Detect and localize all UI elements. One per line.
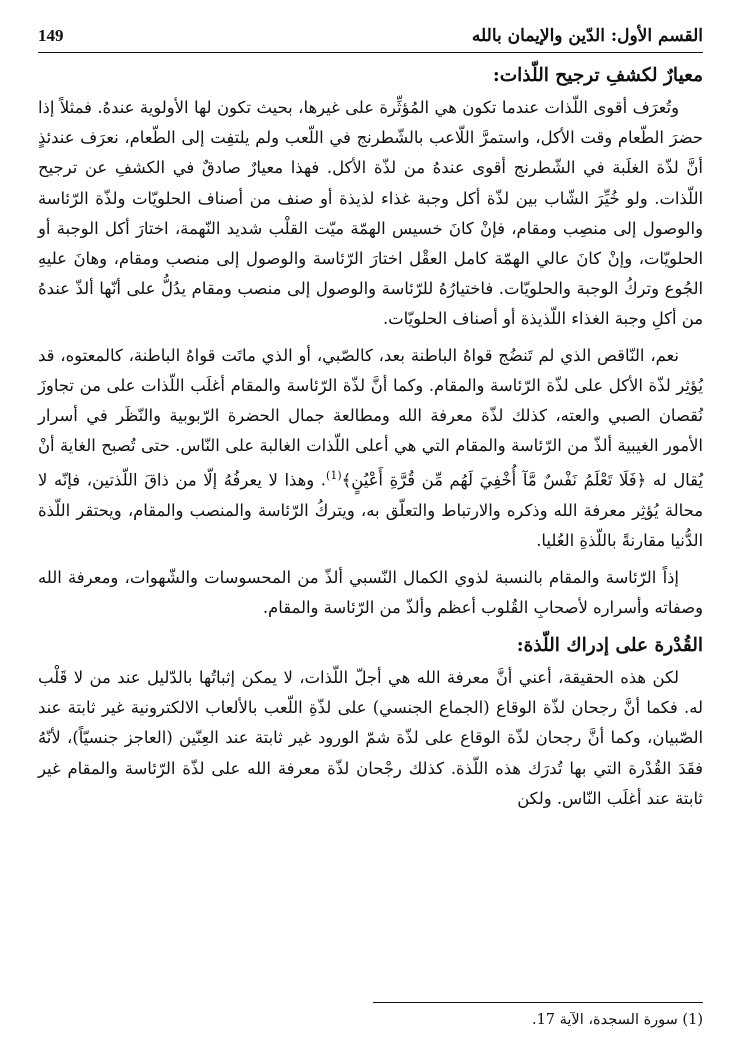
page-header xyxy=(38,26,703,53)
paragraph-2-continuation: . وهذا لا يعرفُهُ إلّا من ذاقَ اللّذتين، فإنّه لا محالة يُؤثِر معرفة الله وذكره والارتباط والتعلّق به، ويتركُ الرّئاسة والمنصب والمقام، ويحتقر اللّذة الدُّنيا مقارنةً باللّذةِ العُليا. xyxy=(38,470,703,551)
paragraph-1: وتُعرَف أقوى اللّذات عندما تكون هي المُؤثِّرة على غيرها، بحيث تكون لها الأولوية عندهُ. فمثلاً إذا حضرَ الطّعام وقت الأكل، واستمرَّ اللّاعب بالشّطرنج في اللّعب ولم يلتفِت إلى الطّعام، نعرَف عندئذٍ أنَّ لذّة الغلَبة في الشّطرنج أقوى عندهُ من لذّة الأكل. فهذا معيارٌ صادقٌ في الكشفِ عن ترجيح اللّذات. ولو خُيِّرَ الشّاب بين لذّة أكل وجبة غذاء لذيذة أو صنف من أصناف الحلويّات ولذّة الرّئاسة والوصول إلى منصِب ومقام، فإنْ كانَ خسيس الهمّة ميّت القلْب شديد النّهمة، اختارَ أكل الوجبة أو الحلويّات، وإنْ كانَ عالي الهمّة كامل العقْل اختارَ الرّئاسة والوصول إلى منصب ومقام، وهانَ عليهِ الجُوع وتركُ الوجبة والحلويّات. فاختيارُهُ للرّئاسة والوصول إلى منصب ومقام يدُلُّ على أنّها ألذّ عندهُ من أكلِ وجبة الغذاء اللّذيذة أو أصناف الحلويّات. xyxy=(38,98,703,329)
footnote: (1) سورة السجدة، الآية 17. xyxy=(531,1012,703,1028)
section-heading-2: القُدْرة على إدراك اللّذة: xyxy=(516,634,703,656)
running-title: القسم الأول: الدّين والإيمان بالله xyxy=(471,26,703,46)
footnote-divider xyxy=(373,1002,703,1003)
paragraph-2 xyxy=(38,341,703,557)
paragraph-3: إذاً الرّئاسة والمقام بالنسبة لذوي الكمال النّسبي ألذّ من المحسوسات والشّهوات، ومعرفة الله وصفاته وأسراره لأصحابِ القُلوب أعظم وألذّ من الرّئاسة والمقام. xyxy=(38,567,703,617)
section-heading-1: معيارٌ لكشفِ ترجيح اللّذات: xyxy=(492,65,703,86)
footnote-marker: (1) xyxy=(326,469,342,483)
page-number: 149 xyxy=(38,26,64,45)
paragraph-2-main: نعم، النّاقص الذي لم تَنضُج قواهُ الباطنة بعد، كالصّبي، أو الذي ماتَت قواهُ الباطنة، كالمعتوه، قد يُؤثِر لذّة الأكل على لذّة الرّئاسة والمقام. وكما أنَّ لذّة الرّئاسة والمقام أغلَب اللّذات على من تجاوزَ نُقصان الصبي والعته، كذلك لذّة معرفة الله ومطالعة جمال الحضرة الرّبوبية والنّظَر في أسرار الأمور الغيبية ألذّ من الرّئاسة والمقام التي هي أعلى اللّذات الغالبة على النّاس. حتى تُصبح الغاية أنْ يُقال له ﴿فَلَا تَعْلَمُ نَفْسٌ مَّآ أُخْفِيَ لَهُم مِّن قُرَّةِ أَعْيُنٍ﴾ xyxy=(38,345,703,490)
page-body xyxy=(38,61,703,814)
paragraph-4: لكن هذه الحقيقة، أعني أنَّ معرفة الله هي أجلّ اللّذات، لا يمكن إثباتُها بالدّليل عند من لا قَلْب له. فكما أنَّ رجحان لذّة الوقاع (الجماع الجنسي) على لذّةِ اللّعب بالألعاب الالكترونية غير ثابتة عند الصّبيان، وكما أنَّ رجحان لذّة الوقاع على لذّة شمّ الورود غير ثابتة عند العِنّين (العاجز جنسيّاً)، لأنّهُ فقَدَ القُدْرة التي بها تُدرَك هذه اللّذة. كذلك رجْحان لذّة معرفة الله على لذّة الرّئاسة والمقام غير ثابتة عند أغلَب النّاس. ولكن xyxy=(38,667,703,808)
